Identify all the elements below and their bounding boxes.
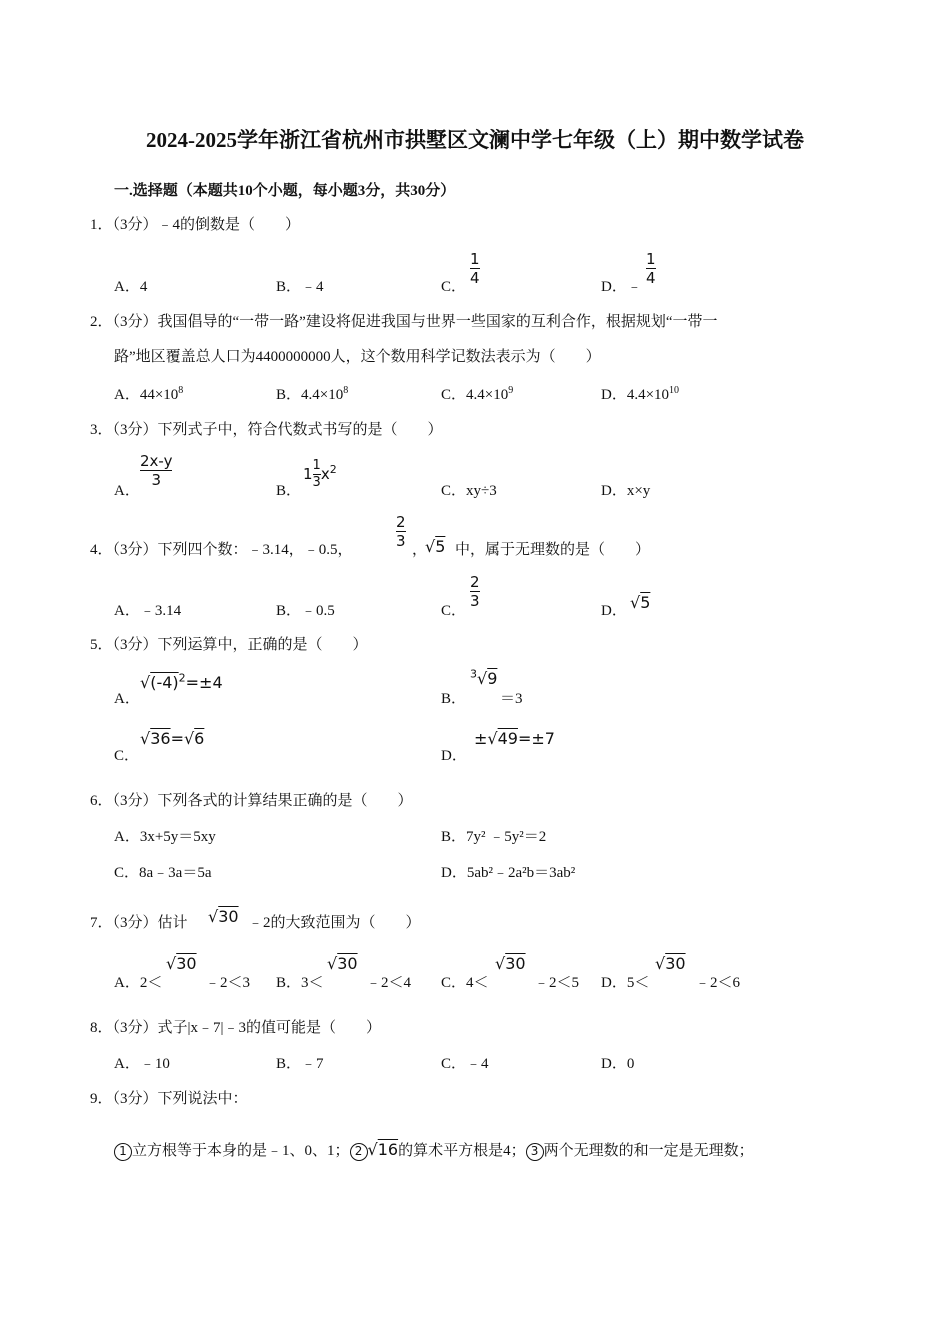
q2-option-a: A．$44\times 10^8$	[114, 385, 184, 403]
q2-option-c: C．$4.4\times 10^9$	[441, 385, 514, 403]
q1-option-b: B．﹣4	[276, 279, 324, 295]
circled-number-1: 1	[114, 1143, 132, 1161]
q3-option-c: C．xy÷3	[441, 483, 497, 499]
circled-number-2: 2	[350, 1143, 368, 1161]
section-heading: 一.选择题（本题共10个小题，每小题3分，共30分）	[114, 183, 456, 199]
q4-option-d-sqrt: √5	[630, 593, 651, 612]
q5-option-d-expr: ±√49=±7	[474, 729, 555, 748]
q3-option-a-fraction: $\frac{2x-y}{3}$	[140, 452, 173, 489]
q7-option-a-sqrt: √30	[166, 954, 197, 973]
q9-statements: 1 立方根等于本身的是﹣1、0、1； 2 √16的算术平方根是4； 3 两个无理数的和一定是无理数；	[114, 1140, 754, 1161]
q3-option-b-label: B．	[276, 483, 302, 499]
q7-option-c-post: ﹣2＜5	[534, 975, 580, 991]
question-8-stem: 8．（3分）式子|x﹣7|﹣3的值可能是（ ）	[90, 1020, 382, 1036]
q3-option-b-mixed-number: 1 $\frac{1}{3}$ $x^2$	[303, 458, 337, 490]
q1-option-c-label: C．	[441, 279, 467, 295]
q4-stem-sqrt: √5	[425, 537, 446, 556]
q2-option-d: D．$4.4\times 10^{10}$	[601, 385, 680, 403]
page-title: 2024-2025学年浙江省杭州市拱墅区文澜中学七年级（上）期中数学试卷	[146, 128, 804, 152]
q5-option-b-label: B．	[441, 691, 467, 707]
question-4-stem-post: 中，属于无理数的是（ ）	[455, 542, 651, 558]
question-3-stem: 3．（3分）下列式子中，符合代数式书写的是（ ）	[90, 422, 443, 438]
question-7-stem-post: ﹣2的大致范围为（ ）	[248, 915, 421, 931]
q6-option-d: D．5ab²﹣2a²b＝3ab²	[441, 865, 576, 881]
q4-option-d-label: D．	[601, 603, 627, 619]
q1-option-d-fraction: $\frac{1}{4}$	[646, 250, 656, 287]
q1-option-a: A．4	[114, 279, 148, 295]
question-5-stem: 5．（3分）下列运算中，正确的是（ ）	[90, 637, 368, 653]
q7-option-a-post: ﹣2＜3	[205, 975, 251, 991]
q5-option-b-rhs: ＝3	[500, 691, 523, 707]
q2-option-b: B．$4.4\times 10^8$	[276, 385, 349, 403]
q5-option-d-label: D．	[441, 748, 467, 764]
q1-option-c-fraction: $\frac{1}{4}$	[470, 250, 480, 287]
q3-option-d: D．x×y	[601, 483, 651, 499]
q5-option-b-expr: $^3$√9	[470, 667, 498, 688]
q8-option-b: B．﹣7	[276, 1056, 324, 1072]
q8-option-a: A．﹣10	[114, 1056, 170, 1072]
q5-option-a-expr: $√(-4)^2=\pm 4$	[140, 671, 223, 692]
q7-option-b-sqrt: √30	[327, 954, 358, 973]
q7-option-c-pre: C．4＜	[441, 975, 489, 991]
q1-option-d-label: D．﹣	[601, 279, 642, 295]
q8-option-d: D．0	[601, 1056, 635, 1072]
question-4-stem-pre: 4．（3分）下列四个数：﹣3.14，﹣0.5，	[90, 542, 353, 558]
q5-option-a-label: A．	[114, 691, 140, 707]
question-9-stem: 9．（3分）下列说法中：	[90, 1091, 248, 1107]
q4-option-a: A．﹣3.14	[114, 603, 182, 619]
q4-stem-sep: ，	[412, 542, 428, 558]
q5-option-c-expr: √36=√6	[140, 729, 205, 748]
q6-option-b: B．7y² ﹣5y²＝2	[441, 829, 547, 845]
q7-option-b-pre: B．3＜	[276, 975, 324, 991]
q4-option-c-fraction: $\frac{2}{3}$	[470, 573, 480, 610]
circled-number-3: 3	[526, 1143, 544, 1161]
question-2-line-1: 2．（3分）我国倡导的“一带一路”建设将促进我国与世界一些国家的互利合作，根据规划“一带一	[90, 314, 718, 330]
q5-option-c-label: C．	[114, 748, 140, 764]
q8-option-c: C．﹣4	[441, 1056, 489, 1072]
q6-option-a: A．3x+5y＝5xy	[114, 829, 216, 845]
question-6-stem: 6．（3分）下列各式的计算结果正确的是（ ）	[90, 793, 413, 809]
q3-option-a-label: A．	[114, 483, 140, 499]
q4-option-b: B．﹣0.5	[276, 603, 335, 619]
question-7-stem-pre: 7．（3分）估计	[90, 915, 188, 931]
q7-option-d-sqrt: √30	[655, 954, 686, 973]
q4-stem-fraction: $\frac{2}{3}$	[396, 513, 406, 550]
q7-option-d-pre: D．5＜	[601, 975, 650, 991]
question-1-stem: 1．（3分）﹣4的倒数是（ ）	[90, 217, 301, 233]
q7-option-d-post: ﹣2＜6	[695, 975, 741, 991]
q4-option-c-label: C．	[441, 603, 467, 619]
q6-option-c: C．8a﹣3a＝5a	[114, 865, 212, 881]
q7-option-b-post: ﹣2＜4	[366, 975, 412, 991]
q7-stem-sqrt: √30	[208, 907, 239, 926]
q7-option-a-pre: A．2＜	[114, 975, 163, 991]
q7-option-c-sqrt: √30	[495, 954, 526, 973]
question-2-line-2: 路”地区覆盖总人口为4400000000人，这个数用科学记数法表示为（ ）	[114, 349, 601, 365]
